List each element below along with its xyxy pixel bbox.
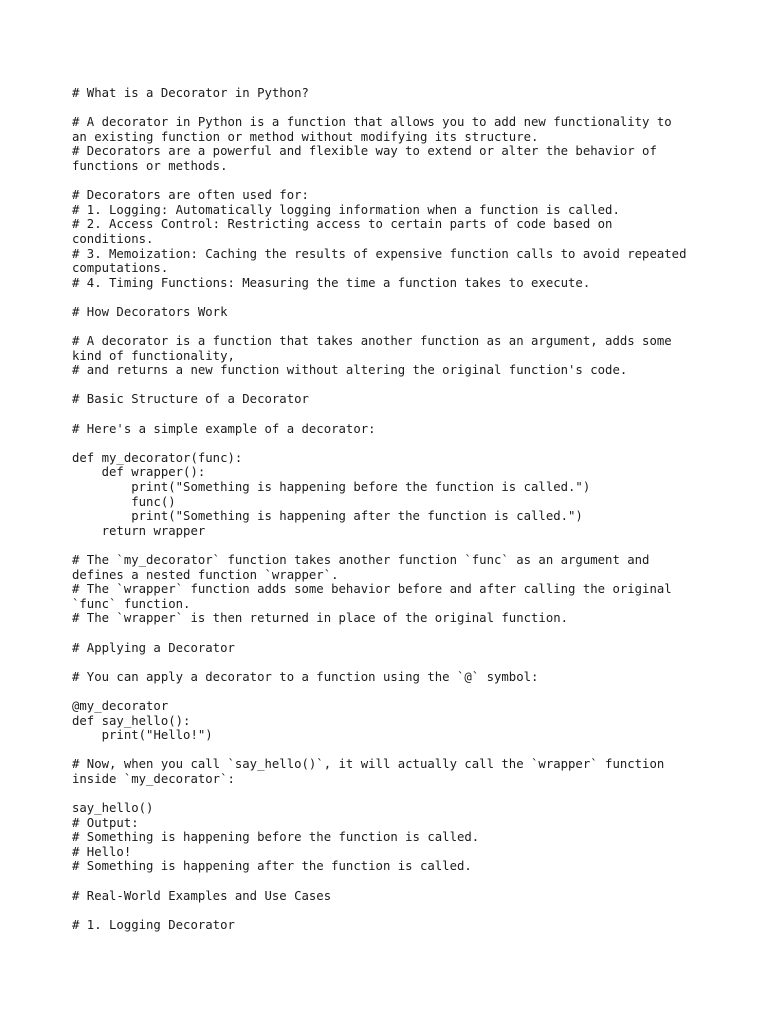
text-line: # Hello!	[72, 844, 132, 859]
text-line: # Something is happening after the function is called.	[72, 859, 472, 874]
text-line: # 1. Logging: Automatically logging information when a function is called.	[72, 202, 620, 217]
text-line: # The `wrapper` function adds some behavior before and after calling the original	[72, 582, 672, 597]
text-line: # Decorators are often used for:	[72, 188, 309, 203]
text-line: print("Hello!")	[72, 728, 213, 743]
blank-line	[72, 320, 728, 335]
text-line: # Here's a simple example of a decorator:	[72, 421, 376, 436]
text-line: defines a nested function `wrapper`.	[72, 567, 339, 582]
text-line: # 2. Access Control: Restricting access to certain parts of code based on	[72, 217, 613, 232]
blank-line	[72, 655, 728, 670]
text-line: # Now, when you call `say_hello()`, it will actually call the `wrapper` function	[72, 757, 665, 772]
blank-line	[72, 874, 728, 889]
text-line: kind of functionality,	[72, 348, 235, 363]
blank-line	[72, 684, 728, 699]
blank-line	[72, 538, 728, 553]
text-line: print("Something is happening before the function is called.")	[72, 480, 591, 495]
text-line: # Decorators are a powerful and flexible way to extend or alter the behavior of	[72, 144, 657, 159]
blank-line	[72, 903, 728, 918]
text-line: # You can apply a decorator to a function using the `@` symbol:	[72, 669, 539, 684]
text-line: @my_decorator	[72, 698, 169, 713]
text-line: return wrapper	[72, 523, 206, 538]
text-line: # Applying a Decorator	[72, 640, 235, 655]
document-body	[72, 86, 728, 932]
text-line: # Something is happening before the function is called.	[72, 830, 480, 845]
blank-line	[72, 436, 728, 451]
text-line: # 1. Logging Decorator	[72, 917, 235, 932]
text-line: # What is a Decorator in Python?	[72, 86, 309, 100]
blank-line	[72, 290, 728, 305]
text-line: # 4. Timing Functions: Measuring the time a function takes to execute.	[72, 275, 591, 290]
text-line: # The `my_decorator` function takes another function `func` as an argument and	[72, 553, 650, 567]
text-line: # The `wrapper` is then returned in place of the original function.	[72, 611, 569, 626]
text-line: # A decorator is a function that takes another function as an argument, adds some	[72, 334, 672, 349]
text-line: print("Something is happening after the function is called.")	[72, 509, 583, 524]
text-line: def wrapper():	[72, 465, 206, 480]
text-line: func()	[72, 494, 176, 509]
text-line: `func` function.	[72, 596, 191, 611]
text-line: # Output:	[72, 815, 139, 830]
text-line: say_hello()	[72, 801, 154, 816]
text-line: computations.	[72, 261, 169, 276]
text-line: inside `my_decorator`:	[72, 771, 235, 786]
text-line: def say_hello():	[72, 713, 191, 728]
text-line: # 3. Memoization: Caching the results of expensive function calls to avoid repeated	[72, 246, 687, 261]
text-line: # Real-World Examples and Use Cases	[72, 888, 332, 903]
text-line: # How Decorators Work	[72, 304, 228, 319]
text-line: # A decorator in Python is a function that allows you to add new functionality to	[72, 115, 672, 130]
blank-line	[72, 101, 728, 116]
blank-line	[72, 174, 728, 189]
blank-line	[72, 743, 728, 758]
blank-line	[72, 378, 728, 393]
text-line: def my_decorator(func):	[72, 450, 243, 465]
blank-line	[72, 787, 728, 802]
text-line: conditions.	[72, 231, 154, 246]
text-line: an existing function or method without modifying its structure.	[72, 129, 539, 144]
text-line: functions or methods.	[72, 158, 228, 173]
blank-line	[72, 626, 728, 641]
text-line: # and returns a new function without altering the original function's code.	[72, 363, 628, 378]
text-line: # Basic Structure of a Decorator	[72, 392, 309, 407]
blank-line	[72, 407, 728, 422]
